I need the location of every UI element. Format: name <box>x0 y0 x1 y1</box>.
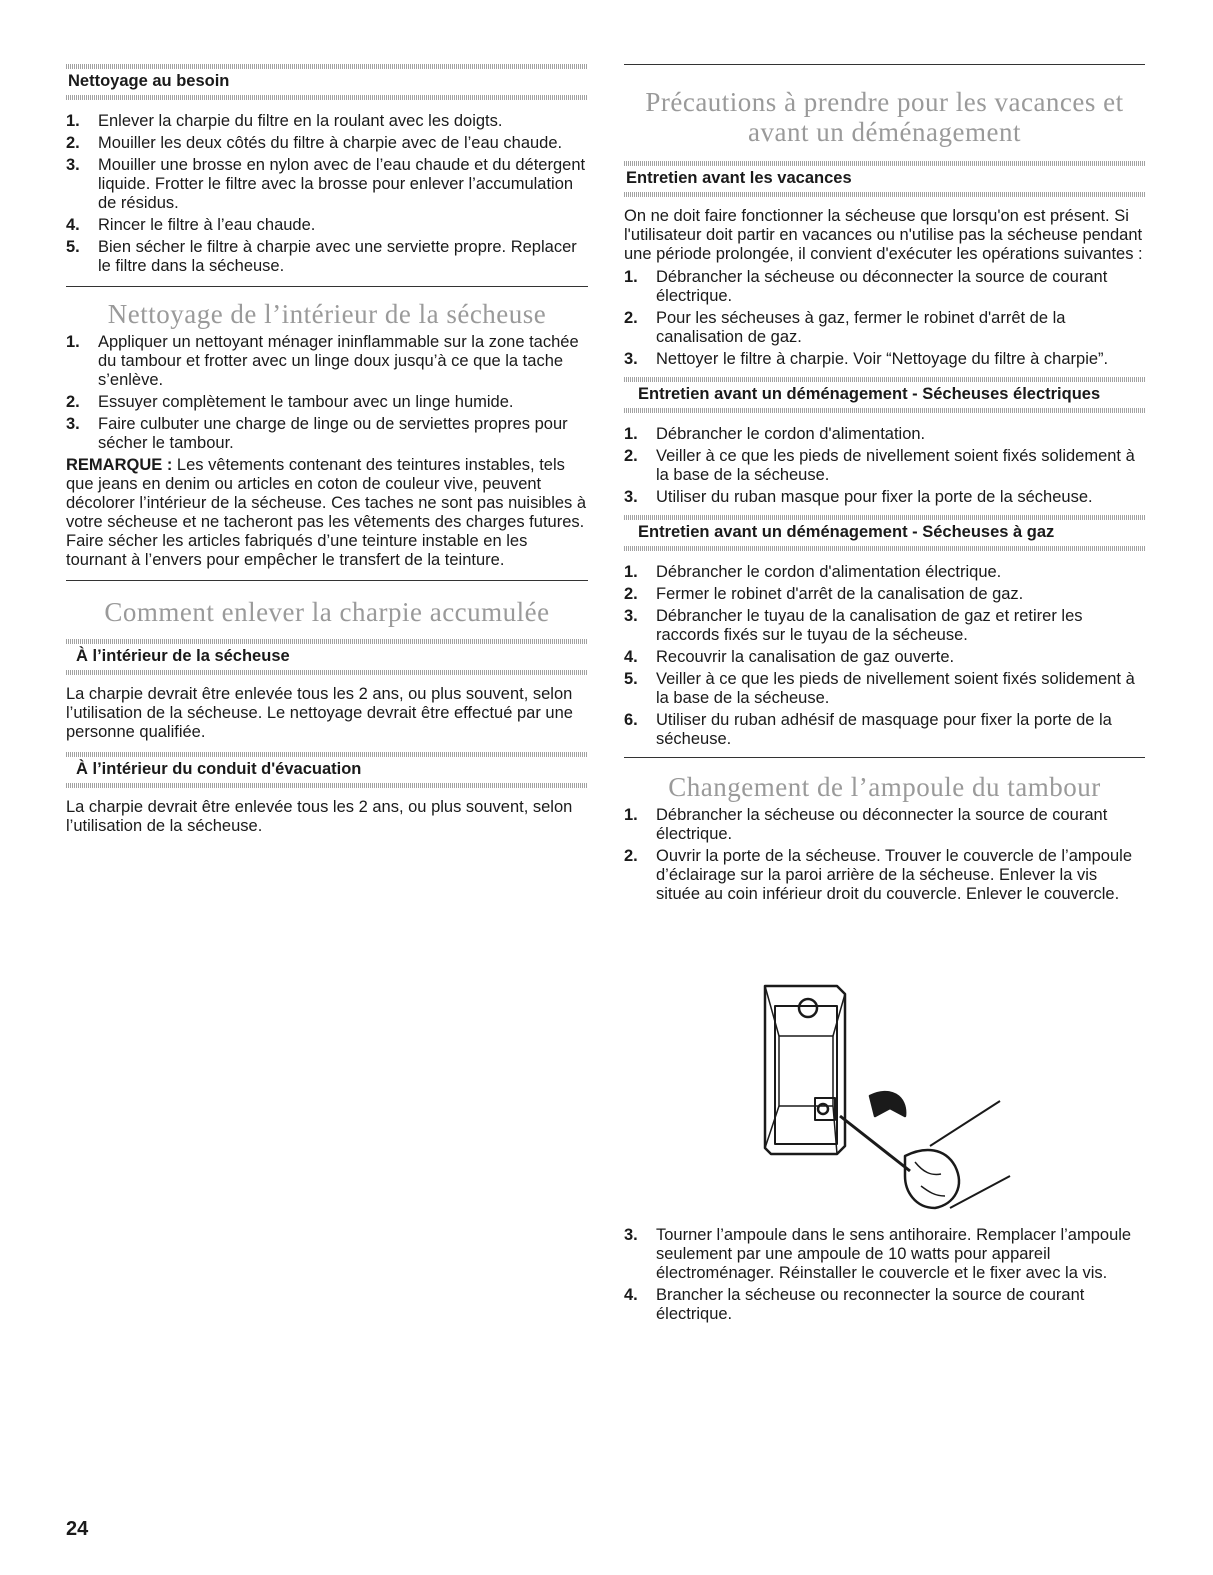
list-item: 4. Recouvrir la canalisation de gaz ouverte. <box>624 648 955 666</box>
left-column <box>66 64 588 836</box>
steps-bulb-after <box>624 1226 1145 1324</box>
list-item: 3. Utiliser du ruban masque pour fixer la porte de la sécheuse. <box>624 488 1093 506</box>
list-item: 3. Débrancher le tuyau de la canalisation de gaz et retirer les raccords fixés sur le tuyau de la sécheuse. <box>624 607 1083 644</box>
heading-move-electric: Entretien avant un déménagement - Sécheuses électriques <box>638 385 1101 403</box>
list-item: 6. Utiliser du ruban adhésif de masquage pour fixer la porte de la sécheuse. <box>624 711 1112 748</box>
list-item: 3. Faire culbuter une charge de linge ou de serviettes propres pour sécher le tambour. <box>66 415 568 452</box>
steps-vacation <box>624 268 1145 369</box>
list-item: 4. Rincer le filtre à l’eau chaude. <box>66 216 316 234</box>
list-item: 1. Appliquer un nettoyant ménager ininflammable sur la zone tachée du tambour et frotter avec un linge doux jusqu’à ce que la tache s’enlève. <box>66 333 579 389</box>
section-divider <box>66 580 588 581</box>
steps-cleaning-as-needed <box>66 112 588 276</box>
heading-cleaning-as-needed: Nettoyage au besoin <box>68 72 230 90</box>
dotted-rule <box>66 639 588 644</box>
heading-vacation: Entretien avant les vacances <box>626 169 852 187</box>
heading-exhaust: À l’intérieur du conduit d'évacuation <box>76 760 362 778</box>
list-item: 3. Tourner l’ampoule dans le sens antihoraire. Remplacer l’ampoule seulement par une ampoule de 10 watts pour appareil électroménager. Réinstaller le couvercle et le fixer avec la vis. <box>624 1226 1132 1282</box>
dotted-rule <box>624 161 1145 166</box>
steps-move-gas <box>624 563 1145 749</box>
list-item: 3. Mouiller une brosse en nylon avec de l’eau chaude et du détergent liquide. Frotter le filtre avec la brosse pour enlever l’accumulation de résidus. <box>66 156 586 212</box>
list-item: 1. Enlever la charpie du filtre en la roulant avec les doigts. <box>66 112 503 130</box>
dotted-rule <box>624 377 1145 382</box>
dotted-rule <box>66 64 588 69</box>
list-item: 5. Bien sécher le filtre à charpie avec une serviette propre. Replacer le filtre dans la sécheuse. <box>66 238 577 275</box>
heading-inside-dryer: À l’intérieur de la sécheuse <box>76 647 290 665</box>
text-exhaust: La charpie devrait être enlevée tous les 2 ans, ou plus souvent, selon l’utilisation de la sécheuse. <box>66 798 573 835</box>
section-divider <box>624 757 1145 758</box>
title-interior-cleaning: Nettoyage de l’intérieur de la sécheuse <box>107 299 547 329</box>
list-item: 1. Débrancher le cordon d'alimentation. <box>624 425 926 443</box>
bulb-cover-illustration <box>745 976 1015 1216</box>
section-divider <box>66 286 588 287</box>
dotted-rule <box>66 752 588 757</box>
list-item: 2. Pour les sécheuses à gaz, fermer le robinet d'arrêt de la canalisation de gaz. <box>624 309 1066 346</box>
list-item: 2. Veiller à ce que les pieds de nivellement soient fixés solidement à la base de la sécheuse. <box>624 447 1135 484</box>
list-item: 5. Veiller à ce que les pieds de nivellement soient fixés solidement à la base de la sécheuse. <box>624 670 1135 707</box>
title-precautions: Précautions à prendre pour les vacances et avant un déménagement <box>645 87 1124 147</box>
list-item: 1. Débrancher la sécheuse ou déconnecter la source de courant électrique. <box>624 806 1108 843</box>
note-paragraph <box>66 456 588 570</box>
dotted-rule <box>66 95 588 100</box>
dotted-rule <box>66 670 588 675</box>
text-vacation: On ne doit faire fonctionner la sécheuse que lorsqu'on est présent. Si l'utilisateur doit partir en vacances ou n'utilise pas la sécheuse pendant une période prolongée, il convient d'exécuter les opérations suivantes : <box>624 207 1143 263</box>
list-item: 2. Essuyer complètement le tambour avec un linge humide. <box>66 393 514 411</box>
dotted-rule <box>66 783 588 788</box>
heading-move-gas: Entretien avant un déménagement - Sécheuses à gaz <box>638 523 1055 541</box>
list-item: 1. Débrancher le cordon d'alimentation électrique. <box>624 563 1002 581</box>
dotted-rule <box>624 408 1145 413</box>
steps-bulb-before <box>624 806 1145 904</box>
note-text: Les vêtements contenant des teintures instables, tels que jeans en denim ou articles en coton de couleur vive, peuvent décolorer l’intérieur de la sécheuse. Ces taches ne sont pas nuisibles à votre sécheuse et ne tacheront pas les vêtements des charges futures. Faire sécher les articles fabriqués d’une teinture instable en les tournant à l’envers pour empêcher le transfert de la teinture. <box>66 456 587 569</box>
note-label: REMARQUE : <box>66 456 173 474</box>
page-number: 24 <box>66 1518 89 1540</box>
list-item: 2. Fermer le robinet d'arrêt de la canalisation de gaz. <box>624 585 1024 603</box>
dotted-rule <box>624 192 1145 197</box>
section-divider <box>624 64 1145 65</box>
dotted-rule <box>624 546 1145 551</box>
right-column-lower <box>624 1226 1145 1327</box>
steps-move-electric <box>624 425 1145 507</box>
list-item: 3. Nettoyer le filtre à charpie. Voir “Nettoyage du filtre à charpie”. <box>624 350 1109 368</box>
list-item: 1. Débrancher la sécheuse ou déconnecter la source de courant électrique. <box>624 268 1108 305</box>
title-bulb-change: Changement de l’ampoule du tambour <box>668 772 1101 802</box>
text-inside-dryer: La charpie devrait être enlevée tous les 2 ans, ou plus souvent, selon l’utilisation de la sécheuse. Le nettoyage devrait être effectué par une personne qualifiée. <box>66 685 573 741</box>
list-item: 2. Ouvrir la porte de la sécheuse. Trouver le couvercle de l’ampoule d’éclairage sur la paroi arrière de la sécheuse. Enlever la vis située au coin inférieur droit du couvercle. Enlever le couvercle. <box>624 847 1132 903</box>
steps-interior-cleaning <box>66 333 588 453</box>
list-item: 4. Brancher la sécheuse ou reconnecter la source de courant électrique. <box>624 1286 1085 1323</box>
dotted-rule <box>624 515 1145 520</box>
right-column <box>624 64 1145 907</box>
title-lint-removal: Comment enlever la charpie accumulée <box>104 597 550 627</box>
list-item: 2. Mouiller les deux côtés du filtre à charpie avec de l’eau chaude. <box>66 134 563 152</box>
